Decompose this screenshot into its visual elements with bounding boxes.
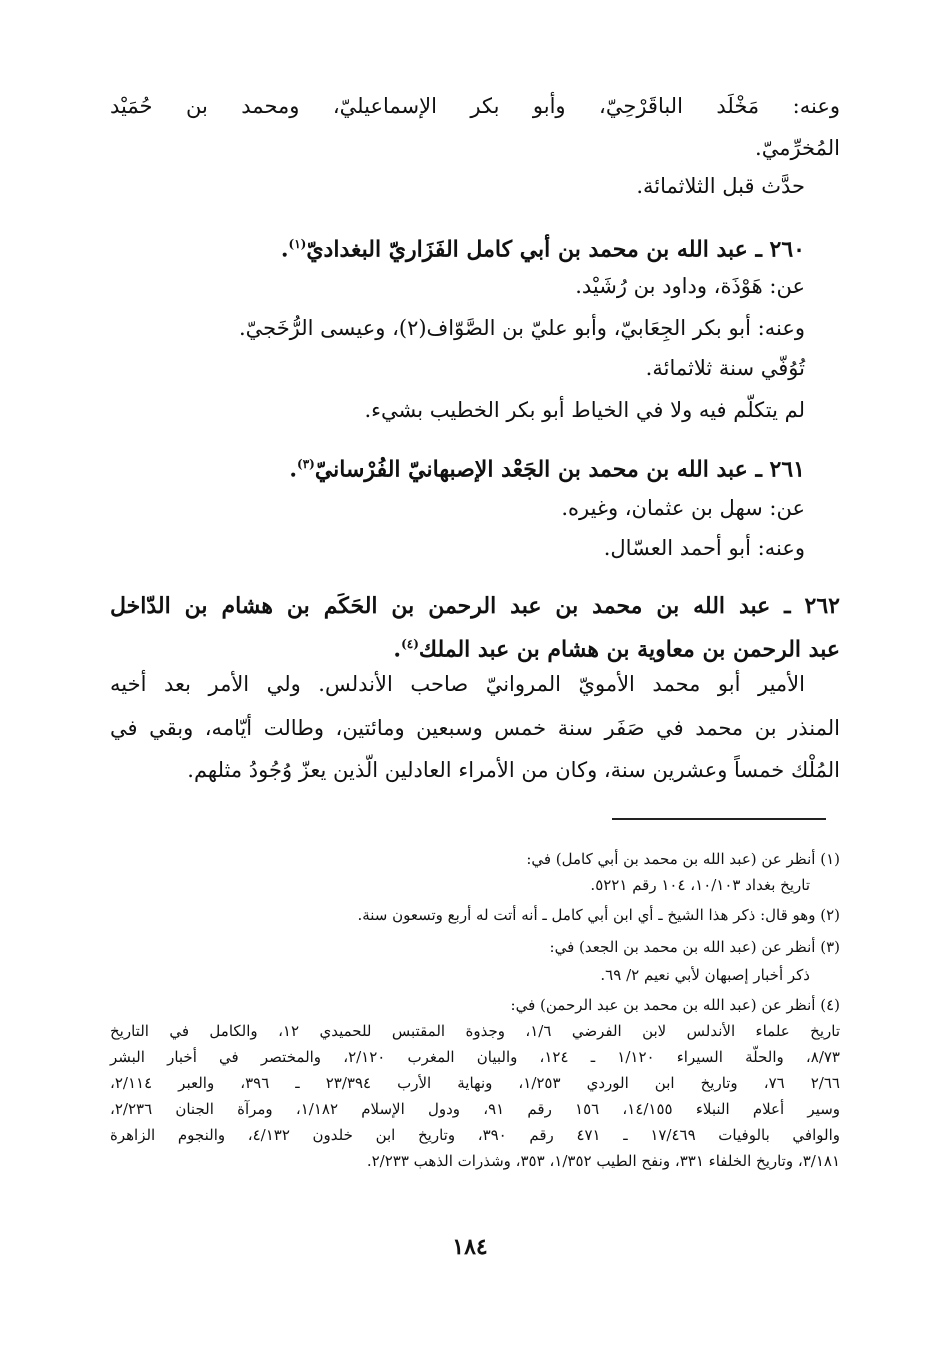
entry-260-note: لم يتكلّم فيه ولا في الخياط أبو بكر الخطيب بشيء. (364, 398, 805, 422)
footnote-mark-3: (٣) (297, 457, 315, 471)
footnote-3-line-2: ذكر أخبار إصبهان لأبي نعيم ٢/ ٦٩. (600, 966, 810, 984)
footnote-3-line-1: (٣) أنظر عن (عبد الله بن محمد بن الجعد) في: (549, 938, 840, 956)
footnote-mark-1: (١) (288, 237, 307, 251)
intro-line-1: وعنه: مَخْلَد الباقَرْحِيّ، وأبو بكر الإسماعيليّ، ومحمد بن حُمَيْد (110, 94, 840, 118)
entry-260-narrators: وعنه: أبو بكر الجِعَابيّ، وأبو عليّ بن الصَّوّاف(٢)، وعيسى الرُّخَجيّ. (238, 316, 805, 340)
footnote-mark-4: (٤) (401, 637, 419, 651)
entry-260-from: عن: هَوْذَة، وداود بن رُشَيْد. (575, 274, 805, 298)
intro-line-3: حدَّث قبل الثلاثمائة. (636, 174, 805, 198)
footnote-4-line-7: ٣/١٨١، وتاريخ الخلفاء ٣٣١، ونفح الطيب ١/٣٥٢، ٣٥٣، وشذرات الذهب ٢/٢٣٣. (366, 1152, 840, 1170)
footnote-4-line-3: ٨/٧٣، والحلّة السيراء ١/١٢٠ ـ ١٢٤، والبيان المغرب ٢/١٢٠، والمختصر في أخبار البشر (110, 1048, 840, 1066)
entry-262-title-line-1: ٢٦٢ ـ عبد الله بن محمد بن عبد الرحمن بن الحَكَم بن هشام بن الدّاخل (110, 593, 840, 619)
footnote-1-line-2: تاريخ بغداد ١٠/١٠٣، ١٠٤ رقم ٥٢٢١. (590, 876, 810, 894)
entry-261-narrators: وعنه: أبو أحمد العسّال. (603, 536, 805, 560)
footnote-4-line-2: تاريخ علماء الأندلس لابن الفرضي ١/٦، وجذوة المقتبس للحميدي ١٢، والكامل في التاريخ (110, 1022, 840, 1040)
footnote-1-line-1: (١) أنظر عن (عبد الله بن محمد بن أبي كامل) في: (526, 850, 840, 868)
entry-261-title-text: ٢٦١ ـ عبد الله بن محمد بن الجَعْد الإصبهانيّ الفُرْسانيّ (314, 456, 805, 483)
entry-262-body-line-1: الأمير أبو محمد الأمويّ المروانيّ صاحب الأندلس. ولي الأمر بعد أخيه (110, 672, 805, 696)
entry-262-title-line-2: عبد الرحمن بن معاوية بن هشام بن عبد الملك$^{(٤)}$. (393, 636, 840, 663)
footnote-separator (612, 818, 826, 820)
entry-261-from: عن: سهل بن عثمان، وغيره. (561, 496, 805, 520)
footnote-4-line-5: وسير أعلام النبلاء ١٤/١٥٥، ١٥٦ رقم ٩١، ودول الإسلام ١/١٨٢، ومرآة الجنان ٢/٢٣٦، (110, 1100, 841, 1118)
intro-line-2: المُخرِّميّ. (755, 136, 840, 160)
footnote-2-line-1: (٢) وهو قال: ذكر هذا الشيخ ـ أي ابن أبي كامل ـ أنه أتت له أربع وتسعون سنة. (357, 906, 840, 924)
footnote-4-line-1: (٤) أنظر عن (عبد الله بن محمد بن عبد الرحمن) في: (510, 996, 840, 1014)
footnote-4-line-6: والوافي بالوفيات ١٧/٤٦٩ ـ ٤٧١ رقم ٣٩٠، وتاريخ ابن خلدون ٤/١٣٢، والنجوم الزاهرة (110, 1126, 840, 1144)
entry-262-body-line-3: المُلْك خمساً وعشرين سنة، وكان من الأمراء العادلين الّذين يعزّ وُجُودُ مثلهم. (187, 758, 840, 782)
entry-262-title-text: عبد الرحمن بن معاوية بن هشام بن عبد الملك (418, 636, 840, 663)
entry-260-title: ٢٦٠ ـ عبد الله بن محمد بن أبي كامل الفَزَاريّ البغداديّ$^{(١)}$. (280, 236, 805, 263)
page-number: ١٨٤ (452, 1234, 488, 1260)
entry-260-title-text: ٢٦٠ ـ عبد الله بن محمد بن أبي كامل الفَزَاريّ البغداديّ (306, 236, 805, 263)
footnote-4-line-4: ٢/٦٦ ٧٦، وتاريخ ابن الوردي ١/٢٥٣، ونهاية الأرب ٢٣/٣٩٤ ـ ٣٩٦، والعبر ٢/١١٤، (110, 1074, 840, 1092)
entry-262-body-line-2: المنذر بن محمد في صَفَر سنة خمس وسبعين ومائتين، وطالت أيّامه، وبقي في (110, 716, 840, 740)
entry-260-death: تُوُفّي سنة ثلاثمائة. (645, 356, 805, 380)
entry-261-title: ٢٦١ ـ عبد الله بن محمد بن الجَعْد الإصبهانيّ الفُرْسانيّ$^{(٣)}$. (289, 456, 805, 483)
